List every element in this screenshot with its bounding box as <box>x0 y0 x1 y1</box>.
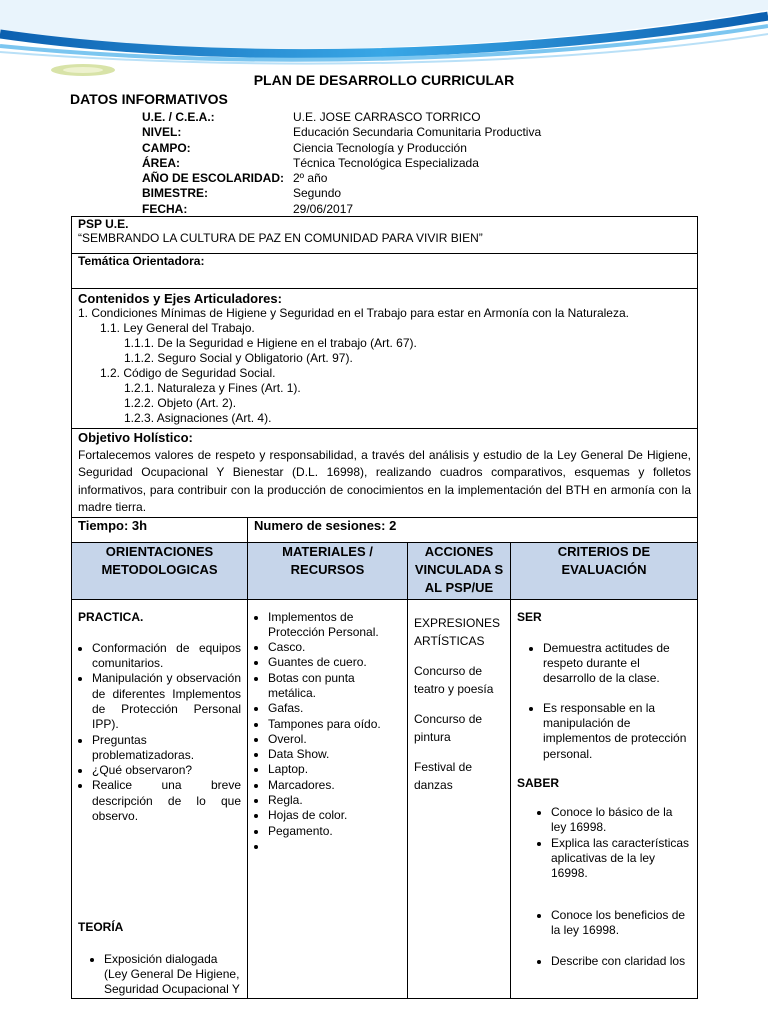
psp-cell <box>72 217 698 254</box>
info-row <box>142 202 541 217</box>
list-item-empty <box>268 839 401 854</box>
contenido-item: 1.1.1. De la Seguridad e Higiene en el trabajo (Art. 67). <box>124 336 417 350</box>
saber-label: SABER <box>517 775 560 790</box>
list-item: • Guantes de cuero. <box>268 655 401 670</box>
info-key: NIVEL: <box>142 125 182 140</box>
info-value: U.E. JOSE CARRASCO TORRICO <box>293 110 481 124</box>
info-key: CAMPO: <box>142 140 191 155</box>
list-item: • ¿Qué observaron? <box>92 763 241 778</box>
contenido-item: 1. Condiciones Mínimas de Higiene y Seguridad en el Trabajo para estar en Armonía con la Naturaleza. <box>78 306 629 320</box>
list-item: • Conformación de equipos comunitarios. <box>92 641 241 672</box>
list-item: • Demuestra actitudes de respeto durante el desarrollo de la clase. <box>543 641 691 687</box>
ser-label: SER <box>517 609 542 624</box>
datos-informativos-heading: DATOS INFORMATIVOS <box>70 91 228 107</box>
list-item: • Gafas. <box>268 701 401 716</box>
objetivo-cell <box>72 429 698 518</box>
list-item: • Overol. <box>268 732 401 747</box>
saber-list-2 <box>517 908 691 970</box>
list-item: • Es responsable en la manipulación de implementos de protección personal. <box>543 701 691 762</box>
info-value: 2º año <box>293 171 328 186</box>
info-value: Educación Secundaria Comunitaria Productiva <box>293 125 542 140</box>
list-item: • Describe con claridad los <box>551 954 691 969</box>
list-item: • Implementos de Protección Personal. <box>268 610 401 641</box>
tematica-label: Temática Orientadora: <box>78 254 205 268</box>
list-item: • Casco. <box>268 640 401 655</box>
accion-item: Concurso de teatro y poesía <box>414 663 494 696</box>
list-item: • Botas con punta metálica. <box>268 671 401 702</box>
accion-item: Festival de danzas <box>414 759 473 792</box>
list-item: • Conoce lo básico de la ley 16998. <box>551 805 691 836</box>
psp-label: PSP U.E. <box>78 217 129 231</box>
info-value: 29/06/2017 <box>293 201 354 216</box>
info-key: ÁREA: <box>142 155 180 170</box>
info-value: Segundo <box>293 186 342 201</box>
psp-text: “SEMBRANDO LA CULTURA DE PAZ EN COMUNIDAD PARA VIVIR BIEN” <box>78 231 483 245</box>
list-item: • Realice una breve descripción de lo que observo. <box>92 778 241 824</box>
saber-list <box>517 805 691 881</box>
psp-row <box>72 217 698 254</box>
column-header: ACCIONES VINCULADA S AL PSP/UE <box>408 542 511 599</box>
contenidos-cell <box>72 289 698 429</box>
list-item: • Regla. <box>268 793 401 808</box>
contenidos-row <box>72 289 698 429</box>
objetivo-row <box>72 429 698 518</box>
list-item: • Exposición dialogada (Ley General De Higiene, Seguridad Ocupacional Y <box>104 952 241 998</box>
list-item: • Laptop. <box>268 762 401 777</box>
ser-list <box>517 641 691 762</box>
curriculum-table <box>71 216 698 999</box>
column-header: CRITERIOS DE EVALUACIÓN <box>511 542 698 599</box>
info-row <box>142 156 541 171</box>
list-item: • Data Show. <box>268 747 401 762</box>
body-row <box>72 599 698 998</box>
accion-item: EXPRESIONES ARTÍSTICAS <box>414 615 501 648</box>
practica-list <box>78 641 241 825</box>
list-item: • Preguntas problematizadoras. <box>92 733 241 764</box>
info-block <box>142 110 541 217</box>
acciones-cell <box>408 599 511 998</box>
objetivo-text: Fortalecemos valores de respeto y responsabilidad, a través del análisis y estudio de la Ley General De Higiene, Seguridad Ocupacional Y Bienestar (D.L. 16998), realizando cuadros comparativos, esquemas y folletos informativos, para contribuir con la producción de conocimientos en la implementación del BTH en armonía con la madre tierra. <box>78 447 691 514</box>
tematica-row <box>72 254 698 289</box>
teoria-label: TEORÍA <box>78 920 124 935</box>
column-header: ORIENTACIONES METODOLOGICAS <box>72 542 248 599</box>
info-row <box>142 171 541 186</box>
tiempo-cell: Tiempo: 3h <box>72 517 248 542</box>
tematica-cell <box>72 254 698 289</box>
contenido-item: 1.2.3. Asignaciones (Art. 4). <box>124 411 272 425</box>
contenido-item: 1.1. Ley General del Trabajo. <box>100 321 255 335</box>
materiales-list <box>254 610 401 855</box>
list-item: • Hojas de color. <box>268 808 401 823</box>
practica-label: PRACTICA. <box>78 609 144 624</box>
info-value: Técnica Tecnológica Especializada <box>293 155 479 170</box>
objetivo-heading: Objetivo Holístico: <box>78 430 193 445</box>
info-row <box>142 186 541 201</box>
info-row <box>142 125 541 140</box>
criterios-cell <box>511 599 698 998</box>
contenidos-heading: Contenidos y Ejes Articuladores: <box>78 291 282 306</box>
list-item: • Pegamento. <box>268 824 401 839</box>
info-row <box>142 141 541 156</box>
column-header-row <box>72 542 698 599</box>
info-key: FECHA: <box>142 201 188 216</box>
column-header: MATERIALES / RECURSOS <box>248 542 408 599</box>
contenido-item: 1.1.2. Seguro Social y Obligatorio (Art. 97). <box>124 351 353 365</box>
list-item: • Tampones para oído. <box>268 717 401 732</box>
teoria-list <box>78 952 241 998</box>
contenido-item: 1.2. Código de Seguridad Social. <box>100 366 276 380</box>
list-item: • Marcadores. <box>268 778 401 793</box>
info-key: AÑO DE ESCOLARIDAD: <box>142 171 285 186</box>
tiempo-row <box>72 517 698 542</box>
contenido-item: 1.2.1. Naturaleza y Fines (Art. 1). <box>124 381 301 395</box>
info-row <box>142 110 541 125</box>
accion-item: Concurso de pintura <box>414 711 483 744</box>
list-item: • Conoce los beneficios de la ley 16998. <box>551 908 691 939</box>
sesiones-cell: Numero de sesiones: 2 <box>248 517 698 542</box>
list-item: • Explica las características aplicativas de la ley 16998. <box>551 836 691 882</box>
list-item: • Manipulación y observación de diferentes Implementos de Protección Personal IPP). <box>92 671 241 732</box>
document-title: PLAN DE DESARROLLO CURRICULAR <box>253 72 515 88</box>
contenido-item: 1.2.2. Objeto (Art. 2). <box>124 396 237 410</box>
info-key: BIMESTRE: <box>142 186 208 201</box>
orientaciones-cell <box>72 599 248 998</box>
info-value: Ciencia Tecnología y Producción <box>293 140 467 155</box>
info-key: U.E. / C.E.A.: <box>142 110 215 124</box>
materiales-cell <box>248 599 408 998</box>
